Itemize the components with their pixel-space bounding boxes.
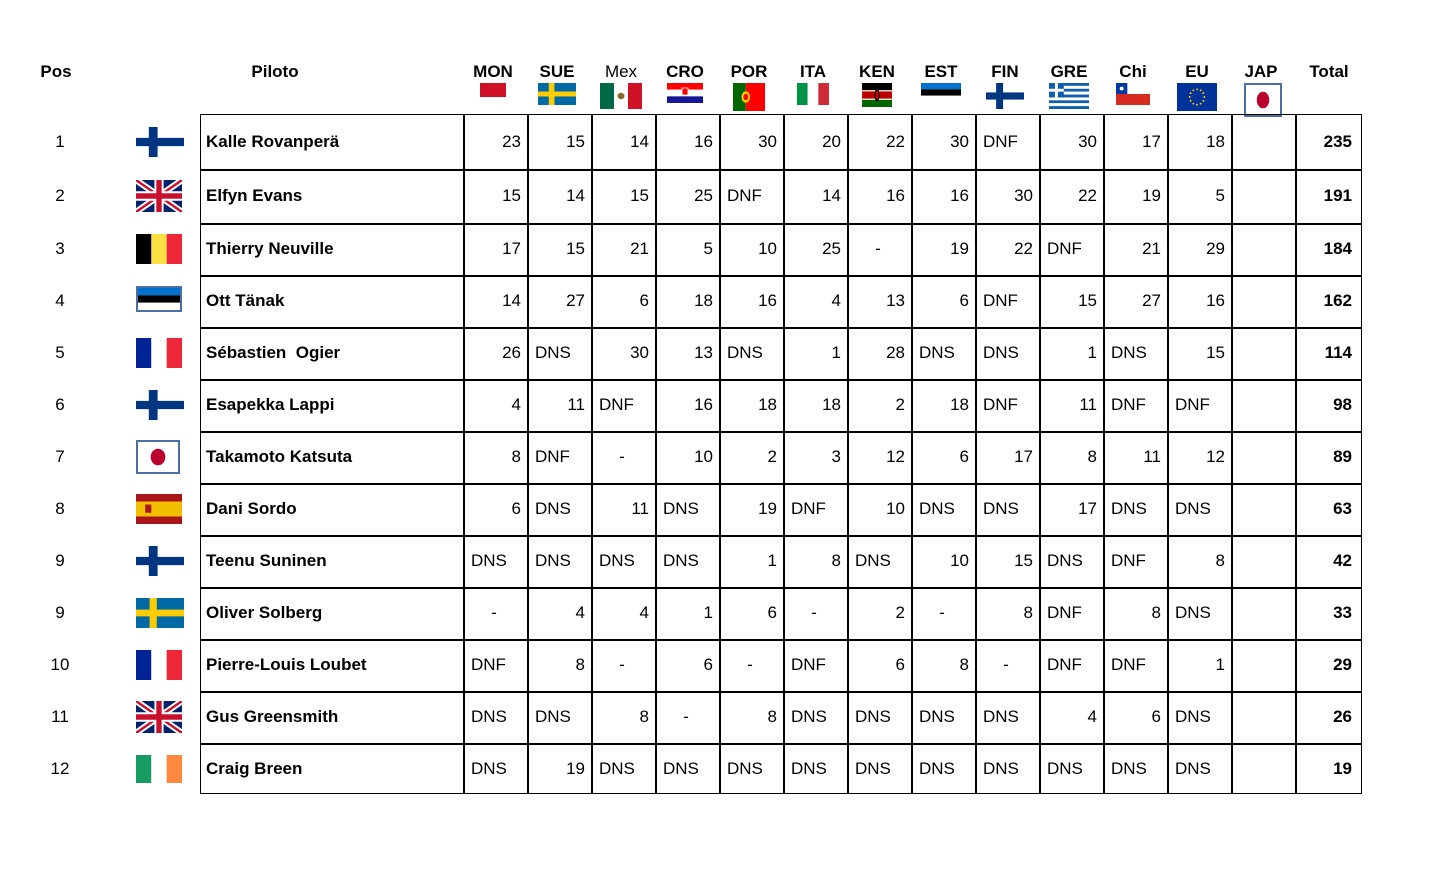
row-position: 5 <box>55 343 65 362</box>
kenya-flag-icon <box>862 83 892 107</box>
result-cell: 8 <box>959 655 969 674</box>
result-cell: 16 <box>694 131 713 151</box>
spain-flag-icon <box>136 494 182 524</box>
total-points: 162 <box>1323 291 1352 310</box>
result-cell: 15 <box>630 186 649 205</box>
result-cell: DNS <box>663 759 699 778</box>
row-position: 12 <box>50 759 70 778</box>
row-position: 9 <box>55 551 65 570</box>
result-cell: DNS <box>471 551 507 570</box>
result-cell: - <box>619 655 625 674</box>
result-cell: DNS <box>1111 343 1147 362</box>
row-divider <box>200 691 1362 693</box>
result-cell: 30 <box>1014 186 1033 205</box>
driver-name: Esapekka Lappi <box>206 395 335 414</box>
result-cell: 1 <box>831 343 841 362</box>
finland-flag-icon <box>136 546 184 576</box>
result-cell: 8 <box>511 447 521 466</box>
rally-header-eu: EU <box>1185 62 1209 81</box>
result-cell: 6 <box>767 603 777 622</box>
row-position: 6 <box>55 395 65 414</box>
result-cell: 5 <box>1215 186 1225 205</box>
row-position: 10 <box>50 655 70 674</box>
result-cell: DNF <box>1047 239 1082 258</box>
result-cell: 27 <box>566 291 585 310</box>
row-divider <box>200 169 1362 171</box>
result-cell: DNS <box>535 499 571 518</box>
driver-name: Teenu Suninen <box>206 551 327 570</box>
rally-header-sue: SUE <box>539 62 575 81</box>
rally-header-ita: ITA <box>799 62 827 81</box>
driver-name: Gus Greensmith <box>206 707 339 726</box>
result-cell: 21 <box>630 239 649 258</box>
result-cell: DNF <box>1111 395 1146 414</box>
total-points: 33 <box>1333 603 1352 622</box>
estonia-flag-icon <box>921 83 961 102</box>
result-cell: DNS <box>919 499 955 518</box>
result-cell: 4 <box>511 395 521 414</box>
row-position: 7 <box>55 447 65 466</box>
result-cell: 15 <box>502 186 521 205</box>
result-cell: 8 <box>1023 603 1033 622</box>
croatia-flag-icon <box>667 83 703 103</box>
rally-header-est: EST <box>924 62 958 81</box>
total-points: 26 <box>1333 707 1352 726</box>
result-cell: 22 <box>1014 239 1033 258</box>
total-points: 114 <box>1324 343 1352 362</box>
result-cell: DNF <box>1047 655 1082 674</box>
result-cell: 3 <box>831 447 841 466</box>
result-cell: 2 <box>895 603 905 622</box>
result-cell: DNS <box>471 707 507 726</box>
result-cell: 30 <box>1078 131 1097 151</box>
result-cell: 19 <box>758 499 777 518</box>
result-cell: DNS <box>919 343 955 362</box>
sweden-flag-icon <box>538 83 576 105</box>
result-cell: 16 <box>886 186 905 205</box>
result-cell: DNF <box>983 395 1018 414</box>
result-cell: 11 <box>567 395 585 414</box>
greece-flag-icon <box>1049 83 1089 109</box>
row-divider <box>200 275 1362 277</box>
total-points: 235 <box>1323 131 1352 151</box>
italy-flag-icon <box>797 83 829 105</box>
rally-header-ken: KEN <box>859 62 895 81</box>
result-cell: 10 <box>886 499 905 518</box>
result-cell: DNS <box>1111 499 1147 518</box>
result-cell: - <box>491 603 497 622</box>
result-cell: 16 <box>758 291 777 310</box>
result-cell: 10 <box>694 447 713 466</box>
result-cell: 4 <box>831 291 841 310</box>
result-cell: DNF <box>1111 655 1146 674</box>
result-cell: 26 <box>502 343 521 362</box>
header-piloto: Piloto <box>251 62 299 81</box>
result-cell: - <box>747 655 753 674</box>
result-cell: DNS <box>855 707 891 726</box>
total-points: 63 <box>1333 499 1352 518</box>
result-cell: 6 <box>1151 707 1161 726</box>
result-cell: 2 <box>895 395 905 414</box>
result-cell: 17 <box>1142 131 1161 151</box>
driver-name: Kalle Rovanperä <box>206 131 340 151</box>
result-cell: 16 <box>694 395 713 414</box>
row-divider <box>200 743 1362 745</box>
result-cell: 15 <box>1014 551 1033 570</box>
chile-flag-icon <box>1116 83 1150 105</box>
result-cell: DNS <box>1047 551 1083 570</box>
result-cell: 19 <box>566 759 585 778</box>
result-cell: - <box>811 603 817 622</box>
driver-name: Sébastien Ogier <box>206 343 341 362</box>
result-cell: - <box>939 603 945 622</box>
finland-flag-icon <box>986 83 1024 109</box>
result-cell: 15 <box>566 131 585 151</box>
result-cell: 6 <box>639 291 649 310</box>
japan-flag-icon <box>1244 83 1282 117</box>
sweden-flag-icon <box>136 598 184 628</box>
row-divider <box>200 535 1362 537</box>
header-pos: Pos <box>40 62 72 81</box>
result-cell: 25 <box>694 186 713 205</box>
rally-header-jap: JAP <box>1244 62 1278 81</box>
result-cell: 1 <box>767 551 777 570</box>
result-cell: DNS <box>919 759 955 778</box>
portugal-flag-icon <box>733 83 765 111</box>
result-cell: 17 <box>502 239 521 258</box>
header-total: Total <box>1309 62 1349 81</box>
result-cell: - <box>619 447 625 466</box>
result-cell: 4 <box>575 603 585 622</box>
result-cell: DNS <box>599 551 635 570</box>
rally-header-por: POR <box>730 62 768 81</box>
row-divider <box>200 483 1362 485</box>
result-cell: 8 <box>831 551 841 570</box>
result-cell: 20 <box>822 131 841 151</box>
result-cell: DNS <box>983 499 1019 518</box>
row-position: 11 <box>51 707 69 726</box>
result-cell: 6 <box>895 655 905 674</box>
france-flag-icon <box>136 338 182 368</box>
result-cell: 6 <box>959 447 969 466</box>
rally-header-cro: CRO <box>666 62 704 81</box>
result-cell: 4 <box>1087 707 1097 726</box>
driver-name: Thierry Neuville <box>206 239 334 258</box>
result-cell: DNS <box>663 499 699 518</box>
result-cell: 27 <box>1142 291 1161 310</box>
result-cell: 13 <box>694 343 713 362</box>
row-divider <box>200 327 1362 329</box>
monaco-flag-icon <box>480 83 506 97</box>
result-cell: 30 <box>950 131 969 151</box>
result-cell: DNS <box>1175 499 1211 518</box>
row-divider <box>200 639 1362 641</box>
result-cell: 4 <box>639 603 649 622</box>
total-points: 184 <box>1323 239 1352 258</box>
result-cell: DNF <box>983 131 1018 151</box>
result-cell: DNS <box>983 707 1019 726</box>
result-cell: 6 <box>511 499 521 518</box>
result-cell: DNS <box>919 707 955 726</box>
result-cell: - <box>1003 655 1009 674</box>
result-cell: 14 <box>566 186 585 205</box>
result-cell: DNS <box>663 551 699 570</box>
result-cell: DNF <box>983 291 1018 310</box>
result-cell: 1 <box>1087 343 1097 362</box>
uk-flag-icon <box>136 180 182 212</box>
result-cell: 28 <box>886 343 905 362</box>
result-cell: - <box>683 707 689 726</box>
driver-name: Pierre-Louis Loubet <box>206 655 367 674</box>
row-position: 3 <box>55 239 65 258</box>
result-cell: DNF <box>1111 551 1146 570</box>
result-cell: 8 <box>1087 447 1097 466</box>
mexico-flag-icon <box>600 83 642 109</box>
result-cell: 6 <box>703 655 713 674</box>
result-cell: DNS <box>727 343 763 362</box>
result-cell: 13 <box>886 291 905 310</box>
result-cell: 23 <box>502 131 521 151</box>
result-cell: DNF <box>727 186 762 205</box>
result-cell: DNF <box>535 447 570 466</box>
rally-header-fin: FIN <box>991 62 1019 81</box>
finland-flag-icon <box>136 390 184 420</box>
result-cell: 19 <box>1142 186 1161 205</box>
estonia-flag-icon <box>136 286 182 312</box>
result-cell: DNS <box>727 759 763 778</box>
result-cell: 8 <box>639 707 649 726</box>
france-flag-icon <box>136 650 182 680</box>
result-cell: 11 <box>631 499 649 518</box>
row-divider <box>200 587 1362 589</box>
driver-name: Dani Sordo <box>206 499 297 518</box>
row-position: 9 <box>55 603 65 622</box>
total-points: 19 <box>1333 759 1352 778</box>
result-cell: DNF <box>471 655 506 674</box>
result-cell: 22 <box>1078 186 1097 205</box>
result-cell: DNS <box>1175 707 1211 726</box>
rally-header-mex: Mex <box>604 62 638 81</box>
result-cell: 18 <box>822 395 841 414</box>
result-cell: DNS <box>599 759 635 778</box>
result-cell: - <box>875 239 881 258</box>
row-position: 2 <box>55 186 65 205</box>
result-cell: 15 <box>1078 291 1097 310</box>
result-cell: 10 <box>758 239 777 258</box>
result-cell: 30 <box>630 343 649 362</box>
result-cell: 17 <box>1014 447 1033 466</box>
result-cell: DNS <box>535 707 571 726</box>
driver-name: Elfyn Evans <box>206 186 303 205</box>
row-position: 1 <box>55 131 65 151</box>
result-cell: 17 <box>1078 499 1097 518</box>
result-cell: 15 <box>1206 343 1225 362</box>
row-divider <box>200 223 1362 225</box>
result-cell: DNF <box>1175 395 1210 414</box>
result-cell: 16 <box>950 186 969 205</box>
result-cell: DNS <box>983 759 1019 778</box>
result-cell: 16 <box>1206 291 1225 310</box>
result-cell: DNS <box>535 551 571 570</box>
result-cell: 14 <box>502 291 521 310</box>
result-cell: 21 <box>1142 239 1161 258</box>
rally-header-gre: GRE <box>1050 62 1088 81</box>
result-cell: 15 <box>566 239 585 258</box>
result-cell: 22 <box>886 131 905 151</box>
row-position: 4 <box>55 291 65 310</box>
result-cell: 11 <box>1079 395 1097 414</box>
result-cell: DNS <box>1175 759 1211 778</box>
driver-name: Takamoto Katsuta <box>206 447 353 466</box>
result-cell: DNS <box>535 343 571 362</box>
result-cell: 2 <box>767 447 777 466</box>
result-cell: 25 <box>822 239 841 258</box>
result-cell: 18 <box>694 291 713 310</box>
ireland-flag-icon <box>136 755 182 783</box>
result-cell: 18 <box>950 395 969 414</box>
result-cell: DNS <box>791 707 827 726</box>
result-cell: DNS <box>471 759 507 778</box>
result-cell: DNS <box>1047 759 1083 778</box>
finland-flag-icon <box>136 127 184 157</box>
result-cell: 18 <box>758 395 777 414</box>
driver-name: Craig Breen <box>206 759 303 778</box>
eu-flag-icon <box>1177 83 1217 111</box>
result-cell: 8 <box>767 707 777 726</box>
driver-name: Oliver Solberg <box>206 603 323 622</box>
row-divider <box>200 431 1362 433</box>
row-divider <box>200 379 1362 381</box>
result-cell: DNF <box>791 499 826 518</box>
result-cell: 10 <box>950 551 969 570</box>
result-cell: DNF <box>599 395 634 414</box>
result-cell: DNS <box>983 343 1019 362</box>
result-cell: DNS <box>855 759 891 778</box>
total-points: 42 <box>1333 551 1352 570</box>
result-cell: 5 <box>703 239 713 258</box>
japan-flag-icon <box>136 440 180 474</box>
result-cell: DNF <box>791 655 826 674</box>
row-position: 8 <box>55 499 65 518</box>
result-cell: DNF <box>1047 603 1082 622</box>
result-cell: 1 <box>703 603 713 622</box>
driver-name: Ott Tänak <box>206 291 285 310</box>
result-cell: 6 <box>959 291 969 310</box>
result-cell: 1 <box>1215 655 1225 674</box>
result-cell: 8 <box>575 655 585 674</box>
total-points: 98 <box>1333 395 1352 414</box>
result-cell: 30 <box>758 131 777 151</box>
result-cell: 8 <box>1215 551 1225 570</box>
result-cell: DNS <box>1175 603 1211 622</box>
rally-header-chi: Chi <box>1119 62 1147 81</box>
result-cell: DNS <box>1111 759 1147 778</box>
result-cell: DNS <box>855 551 891 570</box>
total-points: 191 <box>1323 186 1352 205</box>
total-points: 89 <box>1333 447 1352 466</box>
total-points: 29 <box>1333 655 1352 674</box>
rally-header-mon: MON <box>473 62 513 81</box>
belgium-flag-icon <box>136 234 182 264</box>
result-cell: 12 <box>1206 447 1225 466</box>
result-cell: 12 <box>886 447 905 466</box>
result-cell: 29 <box>1206 239 1225 258</box>
uk-flag-icon <box>136 701 182 733</box>
result-cell: 14 <box>630 131 649 151</box>
result-cell: DNS <box>791 759 827 778</box>
result-cell: 8 <box>1151 603 1161 622</box>
result-cell: 11 <box>1143 447 1161 466</box>
result-cell: 19 <box>950 239 969 258</box>
result-cell: 14 <box>822 186 841 205</box>
result-cell: 18 <box>1206 131 1225 151</box>
